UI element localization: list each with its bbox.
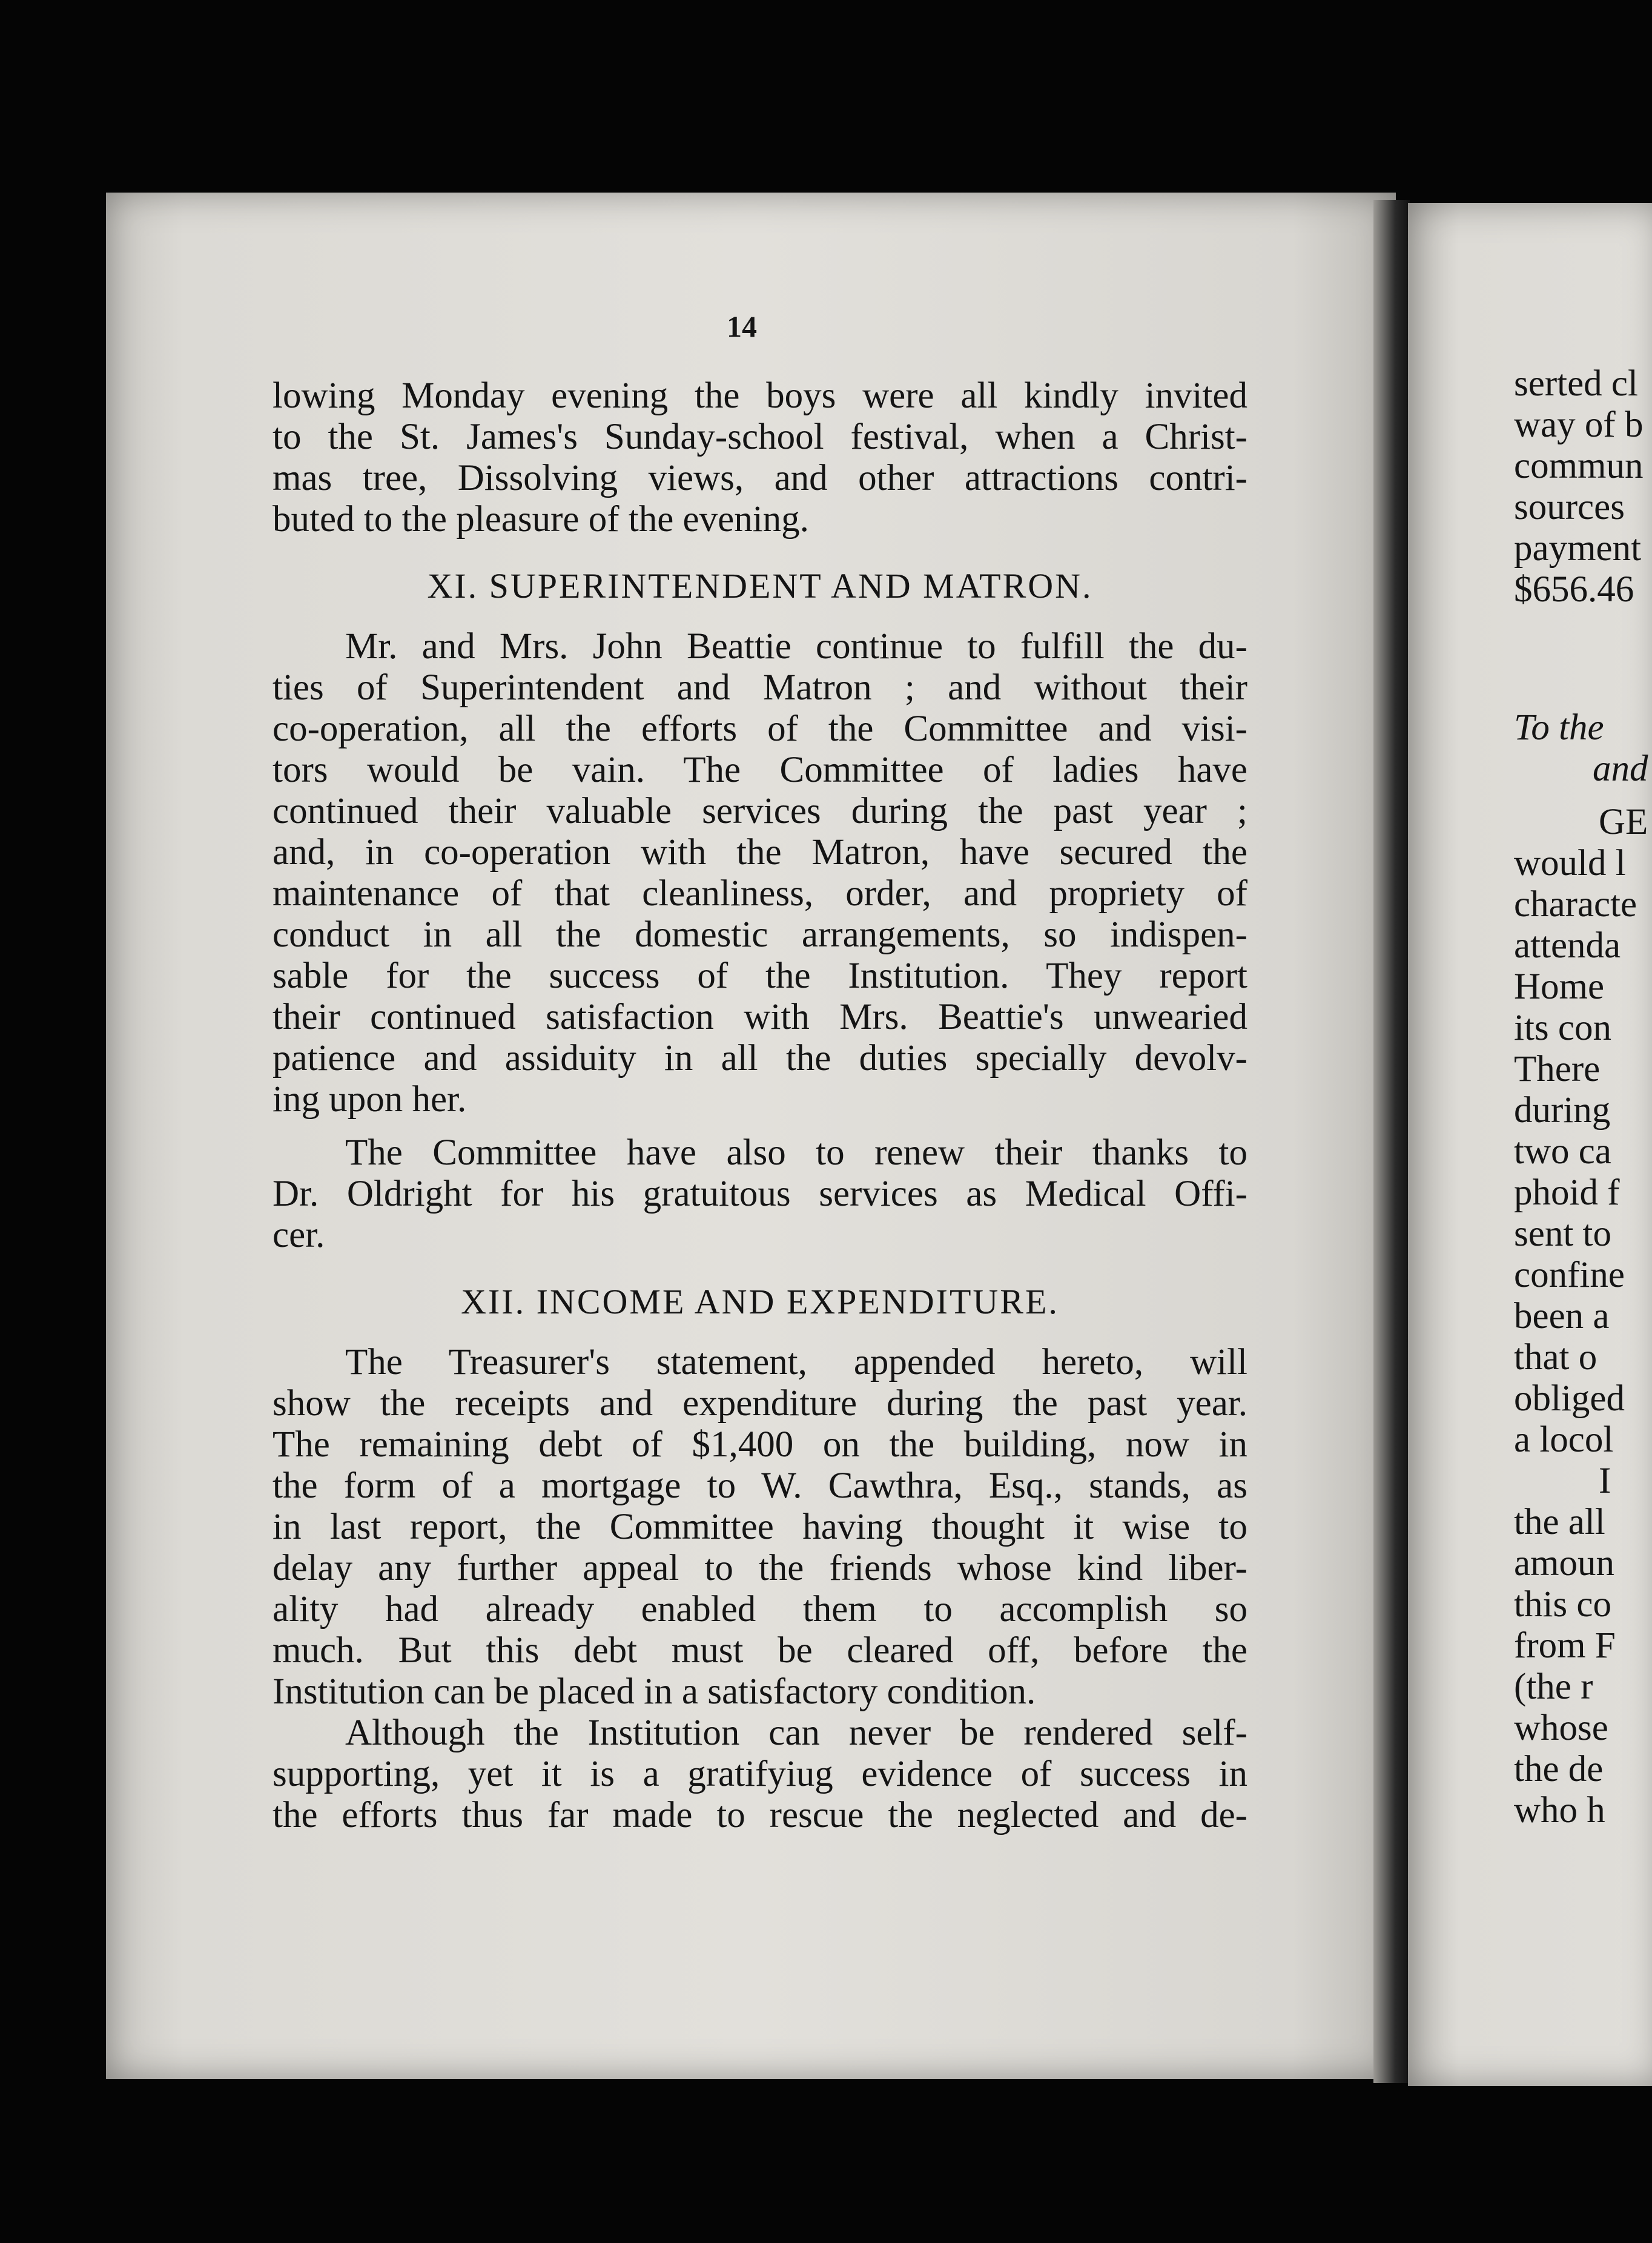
text-line: maintenance of that cleanliness, order, and propriety of [273, 873, 1247, 914]
left-page-text [273, 375, 1247, 1836]
text-line: the all [1514, 1502, 1605, 1542]
section-heading-superintendent: XI. SUPERINTENDENT AND MATRON. [427, 566, 1093, 606]
text-line: The Committee have also to renew their thanks to [345, 1132, 1247, 1173]
text-line: ties of Superintendent and Matron ; and without their [273, 667, 1247, 708]
text-line: GE [1599, 802, 1648, 842]
text-line: that o [1514, 1337, 1597, 1378]
text-line: conduct in all the domestic arrangements, so indispen- [273, 914, 1247, 955]
text-line: sable for the success of the Institution. They report [273, 956, 1247, 996]
text-line: Although the Institution can never be rendered self- [345, 1713, 1247, 1753]
text-line: Mr. and Mrs. John Beattie continue to fulfill the du- [345, 626, 1247, 667]
text-line: Dr. Oldright for his gratuitous services as Medical Offi- [273, 1174, 1247, 1214]
text-line: its con [1514, 1008, 1611, 1048]
text-line: sources [1514, 487, 1625, 527]
text-line: I [1599, 1461, 1611, 1501]
text-line: been a [1514, 1296, 1610, 1336]
text-line: the de [1514, 1749, 1604, 1789]
text-line: and, in co-operation with the Matron, have secured the [273, 832, 1247, 873]
text-line: serted cl [1514, 363, 1638, 404]
text-line: characte [1514, 884, 1637, 925]
text-line: cer. [273, 1215, 325, 1255]
text-line: who h [1514, 1790, 1605, 1831]
text-line: phoid f [1514, 1172, 1620, 1213]
book-gutter [1373, 200, 1410, 2083]
text-line: (the r [1514, 1667, 1593, 1707]
text-line: attenda [1514, 925, 1621, 966]
text-line: lowing Monday evening the boys were all kindly invited [273, 375, 1247, 416]
text-line: from F [1514, 1625, 1616, 1666]
text-line: patience and assiduity in all the duties specially devolv- [273, 1038, 1247, 1079]
text-line: ing upon her. [273, 1079, 467, 1120]
text-line: payment [1514, 528, 1642, 569]
text-line: Institution can be placed in a satisfactory condition. [273, 1671, 1036, 1712]
text-line: the efforts thus far made to rescue the neglected and de- [273, 1795, 1247, 1835]
text-line: $656.46 [1514, 569, 1634, 610]
text-line: supporting, yet it is a gratifyiug evidence of success in [273, 1754, 1247, 1794]
text-line: the form of a mortgage to W. Cawthra, Esq., stands, as [273, 1465, 1247, 1506]
text-line: their continued satisfaction with Mrs. Beattie's unwearied [273, 997, 1247, 1037]
text-line: obliged [1514, 1378, 1625, 1419]
text-line: buted to the pleasure of the evening. [273, 499, 809, 540]
text-line: this co [1514, 1584, 1611, 1625]
right-page-text [1514, 363, 1652, 1831]
text-line: two ca [1514, 1131, 1611, 1172]
text-line: in last report, the Committee having thought it wise to [273, 1507, 1247, 1547]
text-line: Home [1514, 966, 1605, 1007]
text-line: continued their valuable services during the past year ; [273, 791, 1247, 831]
text-line: sent to [1514, 1214, 1611, 1254]
text-line: during [1514, 1090, 1611, 1131]
text-line: commun [1514, 446, 1644, 486]
text-line: delay any further appeal to the friends whose kind liber- [273, 1548, 1247, 1588]
text-line: whose [1514, 1708, 1608, 1748]
text-line: would l [1514, 843, 1626, 884]
text-line: tors would be vain. The Committee of ladies have [273, 750, 1247, 790]
section-heading-income: XII. INCOME AND EXPENDITURE. [461, 1282, 1059, 1321]
text-line: co-operation, all the efforts of the Committee and visi- [273, 709, 1247, 749]
text-line: way of b [1514, 405, 1644, 445]
text-line: ality had already enabled them to accomplish so [273, 1589, 1247, 1630]
text-line: The Treasurer's statement, appended hereto, will [345, 1342, 1247, 1382]
text-line: To the [1514, 707, 1604, 748]
text-line: mas tree, Dissolving views, and other attractions contri- [273, 458, 1247, 498]
text-line: to the St. James's Sunday-school festival, when a Christ- [273, 417, 1247, 457]
text-line: confine [1514, 1255, 1625, 1295]
text-line: The remaining debt of $1,400 on the building, now in [273, 1424, 1247, 1465]
text-line: amoun [1514, 1543, 1615, 1584]
text-line: a locol [1514, 1419, 1614, 1460]
page-number: 14 [727, 309, 757, 343]
text-line: show the receipts and expenditure during the past year. [273, 1383, 1247, 1424]
text-line: There [1514, 1049, 1601, 1089]
text-line: much. But this debt must be cleared off, before the [273, 1630, 1247, 1671]
text-line: and [1593, 748, 1648, 789]
